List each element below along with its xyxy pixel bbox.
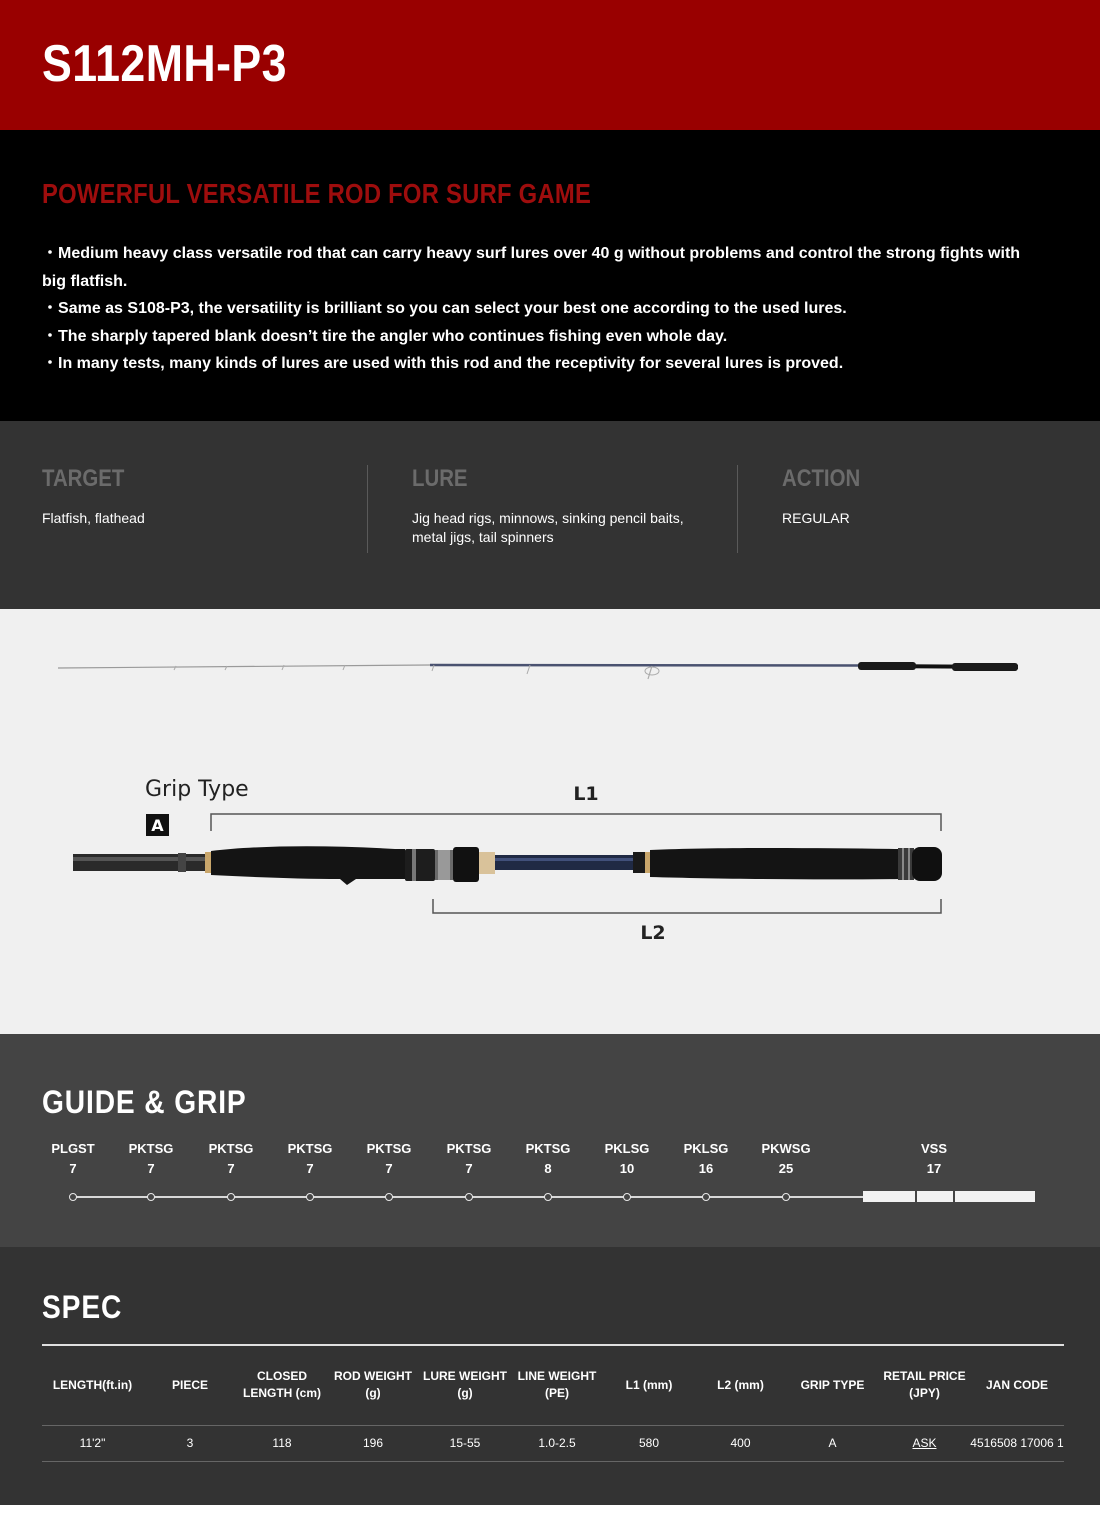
reel-seat-segment bbox=[917, 1191, 953, 1202]
guide-dot bbox=[702, 1193, 710, 1201]
reel-seat-size: 17 bbox=[926, 1161, 942, 1176]
guide-dot bbox=[227, 1193, 235, 1201]
guide-size: 7 bbox=[227, 1161, 235, 1176]
reel-seat-name: VSS bbox=[920, 1141, 947, 1156]
l1-bracket bbox=[211, 814, 941, 831]
guide-size: 10 bbox=[619, 1161, 635, 1176]
l1-label: L1 bbox=[573, 783, 599, 805]
guide-name: PKTSG bbox=[128, 1141, 174, 1156]
intro-section bbox=[0, 130, 1100, 421]
guide-dot bbox=[69, 1193, 77, 1201]
guide-label bbox=[270, 1139, 350, 1179]
spec-header: L1 (mm) bbox=[603, 1345, 695, 1425]
lure-column bbox=[412, 465, 702, 553]
spec-header-row bbox=[42, 1345, 1064, 1425]
l2-bracket bbox=[433, 899, 941, 913]
ask-price-link[interactable]: ASK bbox=[912, 1436, 937, 1450]
guide-label bbox=[111, 1139, 191, 1179]
reel-seat-label bbox=[894, 1139, 974, 1179]
target-label: TARGET bbox=[42, 465, 125, 492]
action-label: ACTION bbox=[782, 465, 861, 492]
spec-header: L2 (mm) bbox=[695, 1345, 786, 1425]
guide-name: PKTSG bbox=[525, 1141, 571, 1156]
target-value: Flatfish, flathead bbox=[42, 510, 145, 526]
guide-size: 7 bbox=[69, 1161, 77, 1176]
spec-cell: 580 bbox=[603, 1425, 695, 1461]
guide-name: PLGST bbox=[51, 1141, 95, 1156]
guide-grip-section bbox=[0, 1034, 1100, 1247]
spec-header: LURE WEIGHT (g) bbox=[419, 1345, 511, 1425]
feature-item: ・ Medium heavy class versatile rod that can carry heavy surf lures over 40 g without problems and control the strong fights with big flatfish. bbox=[42, 240, 1032, 295]
guide-name: PKTSG bbox=[446, 1141, 492, 1156]
guide-size: 7 bbox=[147, 1161, 155, 1176]
spec-cell: 3 bbox=[143, 1425, 237, 1461]
guide-label bbox=[429, 1139, 509, 1179]
spec-header: GRIP TYPE bbox=[786, 1345, 879, 1425]
spec-cell: 11'2" bbox=[42, 1425, 143, 1461]
grip-closeup-image bbox=[73, 846, 942, 885]
guide-size: 7 bbox=[306, 1161, 314, 1176]
title-bar bbox=[0, 0, 1100, 130]
grip-segment bbox=[955, 1191, 1035, 1202]
spec-table bbox=[42, 1344, 1064, 1462]
spec-cell: 118 bbox=[237, 1425, 327, 1461]
spec-cell: 400 bbox=[695, 1425, 786, 1461]
feature-item: ・ In many tests, many kinds of lures are used with this rod and the receptivity for several lures is proved. bbox=[42, 350, 1032, 378]
spec-header: ROD WEIGHT (g) bbox=[327, 1345, 419, 1425]
guide-name: PKLSG bbox=[683, 1141, 729, 1156]
spec-cell: A bbox=[786, 1425, 879, 1461]
guide-size: 16 bbox=[698, 1161, 714, 1176]
info-divider bbox=[737, 465, 738, 553]
spec-header: PIECE bbox=[143, 1345, 237, 1425]
guide-dot bbox=[623, 1193, 631, 1201]
spec-cell: 196 bbox=[327, 1425, 419, 1461]
spec-cell: 15-55 bbox=[419, 1425, 511, 1461]
grip-type-value: A bbox=[151, 816, 164, 835]
guide-label bbox=[349, 1139, 429, 1179]
spec-section bbox=[0, 1247, 1100, 1505]
guide-dot bbox=[385, 1193, 393, 1201]
guide-name: PKTSG bbox=[287, 1141, 333, 1156]
feature-list bbox=[42, 240, 1032, 378]
guide-label bbox=[666, 1139, 746, 1179]
spec-cell: 1.0-2.5 bbox=[511, 1425, 603, 1461]
feature-item: ・ Same as S108-P3, the versatility is brilliant so you can select your best one according to the used lures. bbox=[42, 295, 1032, 323]
spec-header: CLOSED LENGTH (cm) bbox=[237, 1345, 327, 1425]
spec-header: RETAIL PRICE (JPY) bbox=[879, 1345, 970, 1425]
price-cell bbox=[879, 1425, 970, 1461]
guide-size: 8 bbox=[544, 1161, 552, 1176]
guide-name: PKWSG bbox=[761, 1141, 811, 1156]
lure-label: LURE bbox=[412, 465, 468, 492]
intro-headline: POWERFUL VERSATILE ROD FOR SURF GAME bbox=[42, 178, 592, 209]
product-title: S112MH-P3 bbox=[42, 35, 287, 93]
spec-cell: 4516508 17006 1 bbox=[970, 1425, 1064, 1461]
guide-dot bbox=[147, 1193, 155, 1201]
l2-label: L2 bbox=[640, 922, 666, 944]
guide-title: GUIDE & GRIP bbox=[42, 1084, 247, 1120]
rod-figure bbox=[0, 609, 1100, 1034]
guide-name: PKTSG bbox=[208, 1141, 254, 1156]
info-divider bbox=[367, 465, 368, 553]
footer-strip bbox=[0, 1505, 1100, 1519]
guide-size: 7 bbox=[385, 1161, 393, 1176]
guide-label bbox=[587, 1139, 667, 1179]
guide-dot bbox=[306, 1193, 314, 1201]
table-row bbox=[42, 1425, 1064, 1461]
guide-dot bbox=[544, 1193, 552, 1201]
guide-name: PKTSG bbox=[366, 1141, 412, 1156]
action-value: REGULAR bbox=[782, 510, 850, 526]
guide-size: 7 bbox=[465, 1161, 473, 1176]
spec-header: JAN CODE bbox=[970, 1345, 1064, 1425]
guide-dot bbox=[782, 1193, 790, 1201]
grip-type-label: Grip Type bbox=[145, 777, 249, 802]
spec-header: LINE WEIGHT (PE) bbox=[511, 1345, 603, 1425]
target-column bbox=[42, 465, 342, 553]
feature-item: ・ The sharply tapered blank doesn’t tire the angler who continues fishing even whole day. bbox=[42, 323, 1032, 351]
spec-header: LENGTH(ft.in) bbox=[42, 1345, 143, 1425]
info-section bbox=[0, 421, 1100, 609]
rod-illustration bbox=[0, 609, 1100, 1034]
guide-label bbox=[746, 1139, 826, 1179]
guide-size: 25 bbox=[778, 1161, 794, 1176]
guide-label bbox=[508, 1139, 588, 1179]
full-rod-image bbox=[58, 662, 1018, 679]
guide-label bbox=[191, 1139, 271, 1179]
grip-segment bbox=[863, 1191, 915, 1202]
lure-value: Jig head rigs, minnows, sinking pencil baits, metal jigs, tail spinners bbox=[412, 510, 684, 545]
guide-dot bbox=[465, 1193, 473, 1201]
guide-label bbox=[33, 1139, 113, 1179]
guide-name: PKLSG bbox=[604, 1141, 650, 1156]
action-column bbox=[782, 465, 1062, 553]
spec-title: SPEC bbox=[42, 1289, 123, 1325]
